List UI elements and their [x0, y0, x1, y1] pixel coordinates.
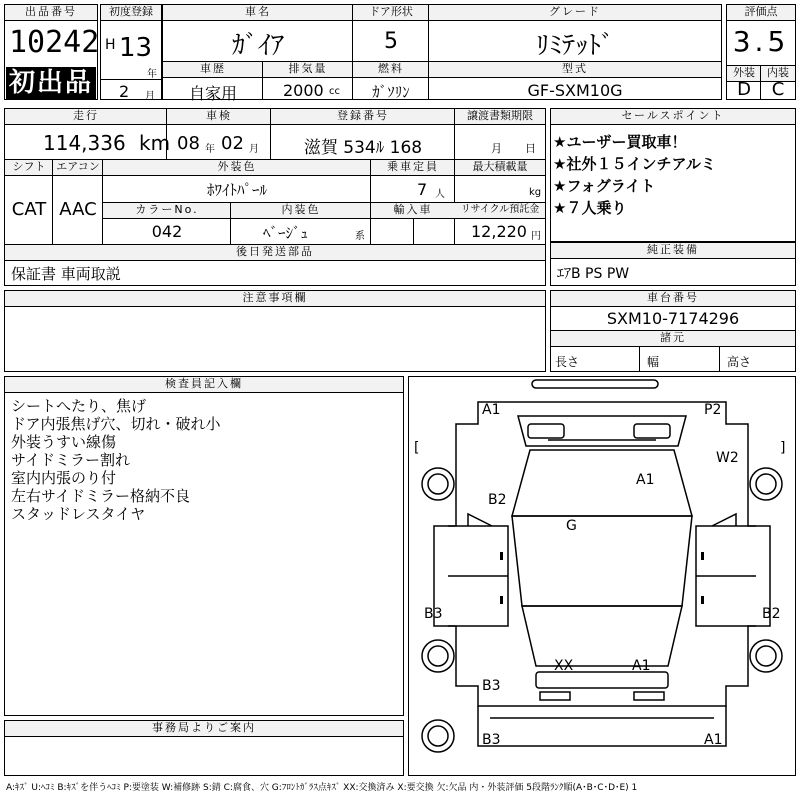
first-registration-label: 初度登録 [101, 5, 161, 21]
mileage: 114,336 [43, 131, 126, 155]
mark-a1-bumper: A1 [704, 732, 723, 748]
bracket-close: ] [780, 440, 786, 456]
score-label: 評価点 [727, 5, 795, 21]
transfer-deadline-label: 譲渡書類期限 [455, 109, 545, 125]
length-label: 長さ [555, 355, 580, 369]
legend: A:ｷｽﾞ U:ﾍｺﾐ B:ｷｽﾞを伴うﾍｺﾐ P:要塗装 W:補修跡 S:錆 C:腐食、穴 G:ﾌﾛﾝﾄｶﾞﾗｽ点ｷｽﾞ XX:交換済み X:要交換 欠:欠品 内・外装評価 5段階ﾗﾝｸ順(A･B･C･D･E) 1 [6, 783, 638, 793]
inspection-month: 02 [221, 133, 244, 154]
capacity-unit: 人 [435, 189, 445, 200]
doors: 5 [384, 29, 398, 54]
later-parts: 保証書 車両取説 [11, 265, 121, 283]
recycle-unit: 円 [531, 231, 541, 242]
inspector-note: 左右サイドミラー格納不良 [11, 487, 190, 505]
model-code: GF-SXM10G [527, 81, 623, 100]
mark-a1-rear: A1 [632, 658, 651, 674]
chassis-label: 車台番号 [551, 291, 795, 307]
displacement-label: 排気量 [263, 62, 353, 78]
registration-year: 13 [119, 33, 153, 63]
mark-b3-rear-left: B3 [482, 678, 501, 694]
capacity: 7 [417, 180, 428, 199]
mark-b3-left-door: B3 [424, 606, 443, 622]
lot-number: 10242 [9, 25, 100, 60]
score: 3.5 [732, 25, 790, 58]
mark-a1-front-left: A1 [482, 402, 501, 418]
registration-month: 2 [119, 82, 130, 101]
history: 自家用 [188, 84, 237, 103]
displacement: 2000 [283, 81, 324, 100]
chassis-number: SXM10-7174296 [606, 309, 740, 328]
recycle-fee: 12,220 [471, 222, 527, 241]
first-registration-box [100, 4, 162, 100]
mark-a1-hood: A1 [636, 472, 655, 488]
shift: CAT [11, 199, 47, 220]
sales-points-box [550, 108, 796, 242]
import-label: 輸入車 [371, 203, 455, 219]
vehicle-main-box [162, 4, 722, 103]
inspector-box [4, 376, 404, 716]
sales-point-item: ★７人乗り [553, 199, 627, 217]
history-label: 車歴 [163, 62, 263, 78]
equipment-label: 純正装備 [551, 243, 795, 259]
sales-point-item: ★ユーザー買取車！ [553, 133, 687, 151]
plate-number: 滋賀 534ﾙ 168 [303, 138, 423, 158]
capacity-label: 乗車定員 [371, 160, 455, 176]
int-color-label: 内装色 [231, 203, 371, 219]
interior-grade: C [771, 79, 785, 100]
inspector-note: 室内内張のり付 [11, 469, 117, 487]
bracket-open: [ [414, 440, 420, 456]
inspection-year: 08 [177, 133, 200, 154]
recycle-label: リサイクル預託金 [455, 203, 545, 219]
inspector-label: 検査員記入欄 [5, 377, 403, 393]
inspection-year-unit: 年 [205, 144, 215, 155]
details-box [4, 108, 546, 286]
exterior-grade-label: 外装 [727, 66, 761, 82]
inspector-note: シートへたり、焦げ [11, 397, 147, 415]
dimensions-label: 諸元 [551, 331, 795, 347]
era: H [105, 37, 116, 53]
ac: AAC [59, 199, 97, 220]
month-unit: 月 [145, 91, 155, 102]
mark-b2-left: B2 [488, 492, 507, 508]
transfer-day-unit: 日 [525, 142, 536, 155]
model-name-label: 車名 [163, 5, 353, 21]
lot-number-label: 出品番号 [5, 5, 97, 21]
inspector-note: ドア内張焦げ穴、切れ・破れ小 [11, 415, 221, 433]
color-no: 042 [151, 222, 183, 241]
mark-w2: W2 [716, 450, 739, 466]
doors-label: ドア形状 [353, 5, 429, 21]
inspector-note: サイドミラー割れ [11, 451, 130, 469]
lot-number-box [4, 4, 98, 100]
model-name: ｶﾞｲｱ [231, 31, 284, 61]
later-parts-label: 後日発送部品 [5, 245, 545, 261]
mileage-unit: km [139, 131, 171, 155]
inspector-note: スタッドレスタイヤ [11, 505, 146, 523]
grade-label: グレード [429, 5, 721, 21]
office-label: 事務局よりご案内 [5, 721, 403, 737]
fuel: ｶﾞｿﾘﾝ [372, 83, 410, 101]
mark-g-glass: G [566, 518, 577, 534]
inspection-label: 車検 [167, 109, 271, 125]
notes-label: 注意事項欄 [5, 291, 545, 307]
load-label: 最大積載量 [455, 160, 545, 176]
sales-point-item: ★フォグライト [553, 177, 656, 195]
equipment-value: ｴｱB PS PW [557, 266, 630, 282]
ac-label: エアコン [53, 160, 103, 176]
load-unit: kg [529, 187, 542, 198]
inspector-note: 外装うすい線傷 [11, 433, 117, 451]
chassis-box [550, 290, 796, 372]
displacement-unit: cc [329, 86, 340, 97]
color-no-label: カラーNo. [103, 203, 231, 219]
plate-label: 登録番号 [271, 109, 455, 125]
ext-color: ﾎﾜｲﾄﾊﾟｰﾙ [206, 181, 267, 199]
notes-box [4, 290, 546, 372]
office-box [4, 720, 404, 776]
mark-xx-rear: XX [554, 658, 574, 674]
inspection-month-unit: 月 [249, 144, 259, 155]
score-box [726, 4, 796, 100]
year-unit: 年 [147, 69, 157, 80]
interior-grade-label: 内装 [761, 66, 795, 82]
width-label: 幅 [647, 355, 660, 369]
ext-color-label: 外装色 [103, 160, 371, 176]
first-listing-badge: 初出品 [6, 67, 96, 99]
shift-label: シフト [5, 160, 53, 176]
fuel-label: 燃料 [353, 62, 429, 78]
equipment-box [550, 242, 796, 286]
car-damage-diagram [408, 376, 796, 776]
exterior-grade: D [737, 79, 751, 100]
mileage-label: 走行 [5, 109, 167, 125]
mark-b2-right-door: B2 [762, 606, 781, 622]
mark-b3-bumper: B3 [482, 732, 501, 748]
int-color: ﾍﾞｰｼﾞｭ [263, 224, 309, 242]
height-label: 高さ [727, 355, 752, 369]
transfer-month-unit: 月 [491, 142, 502, 155]
grade: ﾘﾐﾃｯﾄﾞ [535, 31, 614, 61]
sales-point-item: ★社外１５インチアルミ [553, 155, 716, 173]
sales-points-label: セールスポイント [551, 109, 795, 125]
model-code-label: 型式 [429, 62, 721, 78]
mark-p2-front-right: P2 [704, 402, 722, 418]
int-color-suffix: 系 [355, 231, 365, 242]
